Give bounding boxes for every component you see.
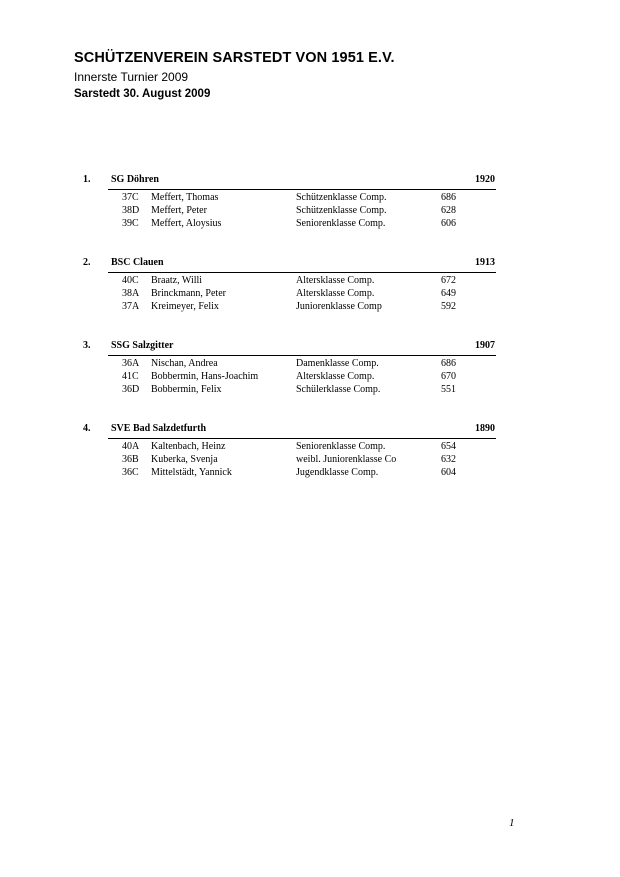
shooter-name: Bobbermin, Felix [151,384,222,395]
team-divider [108,189,496,190]
shooter-number: 36D [122,384,140,395]
team-divider [108,438,496,439]
shooter-row [0,204,620,217]
team-rank: 4. [83,423,91,434]
shooter-row [0,274,620,287]
shooter-class: Juniorenklasse Comp [296,301,382,312]
shooter-score: 654 [441,441,456,452]
shooter-score: 551 [441,384,456,395]
shooter-class: Schützenklasse Comp. [296,192,387,203]
team-rank: 2. [83,257,91,268]
shooter-number: 38D [122,205,140,216]
shooter-row [0,300,620,313]
shooter-name: Kaltenbach, Heinz [151,441,226,452]
shooter-score: 672 [441,275,456,286]
shooter-name: Meffert, Aloysius [151,218,222,229]
shooter-name: Kuberka, Svenja [151,454,218,465]
shooter-number: 39C [122,218,139,229]
team-divider [108,355,496,356]
shooter-row [0,217,620,230]
team-total: 1920 [475,174,495,185]
shooter-class: Seniorenklasse Comp. [296,218,386,229]
shooter-number: 38A [122,288,140,299]
team-header [0,172,620,188]
tournament-subtitle: Innerste Turnier 2009 [74,70,189,84]
shooter-class: Seniorenklasse Comp. [296,441,386,452]
shooter-number: 36B [122,454,139,465]
team-total: 1907 [475,340,495,351]
shooter-class: weibl. Juniorenklasse Co [296,454,397,465]
shooter-number: 41C [122,371,139,382]
shooter-class: Schülerklasse Comp. [296,384,381,395]
shooter-score: 686 [441,358,456,369]
team-total: 1890 [475,423,495,434]
team-divider [108,272,496,273]
shooter-list [0,357,620,396]
shooter-number: 36C [122,467,139,478]
team-rank: 1. [83,174,91,185]
team-name: SSG Salzgitter [111,340,174,351]
shooter-name: Braatz, Willi [151,275,203,286]
shooter-name: Mittelstädt, Yannick [151,467,232,478]
shooter-name: Kreimeyer, Felix [151,301,219,312]
shooter-score: 686 [441,192,456,203]
shooter-row [0,287,620,300]
shooter-number: 37C [122,192,139,203]
shooter-class: Altersklasse Comp. [296,275,375,286]
shooter-number: 40C [122,275,139,286]
team-results [0,172,620,504]
shooter-row [0,370,620,383]
team-name: SG Döhren [111,174,159,185]
team-block [0,172,620,255]
team-block [0,255,620,338]
shooter-score: 649 [441,288,456,299]
team-block [0,421,620,504]
shooter-class: Jugendklasse Comp. [296,467,379,478]
team-header [0,338,620,354]
shooter-list [0,191,620,230]
event-date-line: Sarstedt 30. August 2009 [74,88,211,100]
shooter-class: Altersklasse Comp. [296,288,375,299]
shooter-score: 592 [441,301,456,312]
shooter-name: Nischan, Andrea [151,358,218,369]
shooter-row [0,466,620,479]
shooter-name: Bobbermin, Hans-Joachim [151,371,259,382]
shooter-score: 604 [441,467,456,478]
shooter-row [0,440,620,453]
shooter-score: 606 [441,218,456,229]
club-title: SCHÜTZENVEREIN SARSTEDT VON 1951 E.V. [74,50,395,66]
shooter-score: 670 [441,371,456,382]
shooter-number: 40A [122,441,140,452]
shooter-class: Damenklasse Comp. [296,358,379,369]
team-name: SVE Bad Salzdetfurth [111,423,207,434]
shooter-score: 628 [441,205,456,216]
shooter-number: 37A [122,301,140,312]
shooter-list [0,274,620,313]
shooter-number: 36A [122,358,140,369]
team-header [0,421,620,437]
team-block [0,338,620,421]
shooter-class: Altersklasse Comp. [296,371,375,382]
team-rank: 3. [83,340,91,351]
shooter-row [0,191,620,204]
shooter-list [0,440,620,479]
shooter-row [0,383,620,396]
shooter-name: Meffert, Peter [151,205,207,216]
page-number: 1 [509,817,515,829]
team-header [0,255,620,271]
shooter-score: 632 [441,454,456,465]
team-name: BSC Clauen [111,257,164,268]
shooter-name: Brinckmann, Peter [151,288,226,299]
team-total: 1913 [475,257,495,268]
shooter-class: Schützenklasse Comp. [296,205,387,216]
shooter-row [0,357,620,370]
shooter-name: Meffert, Thomas [151,192,219,203]
shooter-row [0,453,620,466]
document-header [74,50,395,101]
